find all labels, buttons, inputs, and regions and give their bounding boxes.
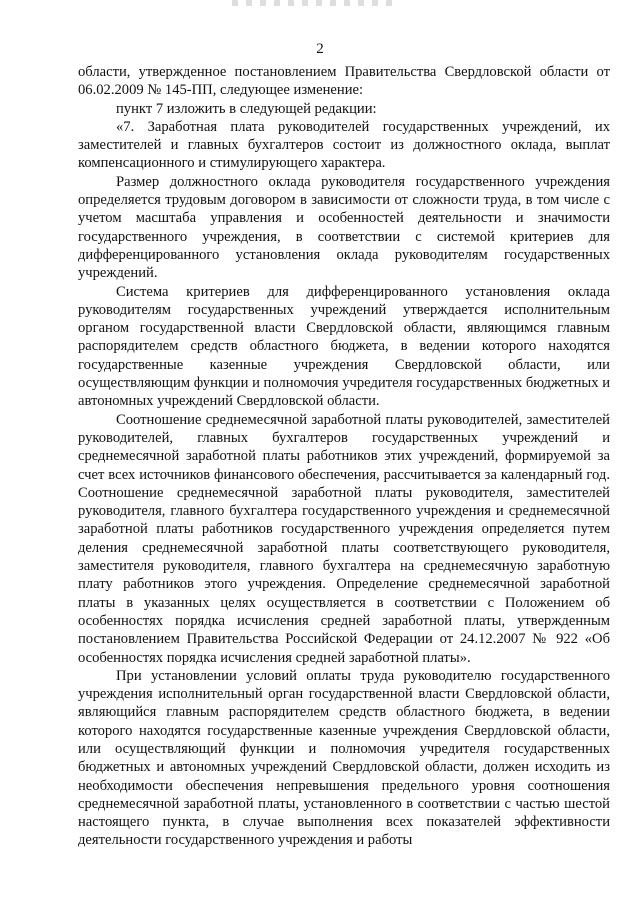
paragraph-salary-size: Размер должностного оклада руководителя государственного учреждения определяется трудовым договором в зависимости от сложности труда, в том числе с учетом масштаба управления и особенностей деятельности и значимости государственного учреждения, в соответствии с системой критериев для дифференцированного установления оклада руководителям государственных учреждений.	[78, 173, 610, 282]
scan-artifact	[232, 0, 392, 6]
paragraph-criteria-system: Система критериев для дифференцированного установления оклада руководителям государственных учреждений утверждается исполнительным органом государственной власти Свердловской области, являющимся главным распорядителем средств областного бюджета, в ведении которого находятся государственные казенные учреждения Свердловской области, или осуществляющим функции и полномочия учредителя государственных бюджетных и автономных учреждений Свердловской области.	[78, 283, 610, 410]
document-body	[78, 63, 610, 850]
paragraph-item-7: «7. Заработная плата руководителей государственных учреждений, их заместителей и главных бухгалтеров состоит из должностного оклада, выплат компенсационного и стимулирующего характера.	[78, 118, 610, 172]
paragraph-intro: области, утвержденное постановлением Правительства Свердловской области от 06.02.2009 № 145-ПП, следующее изменение:	[78, 64, 610, 99]
paragraph-pay-conditions: При установлении условий оплаты труда руководителю государственного учреждения исполнительный орган государственной власти Свердловской области, являющийся главным распорядителем средств областного бюджета, в ведении которого находятся государственные казенные учреждения Свердловской области, или осуществляющий функции и полномочия учредителя государственных бюджетных и автономных учреждений Свердловской области, должен исходить из необходимости обеспечения непревышения предельного уровня соотношения среднемесячной заработной платы, установленного в соответствии с частью шестой настоящего пункта, в случае выполнения всех показателей эффективности деятельности государственного учреждения и работы	[78, 667, 610, 849]
paragraph-salary-ratio: Соотношение среднемесячной заработной платы руководителей, заместителей руководителей, главных бухгалтеров государственных учреждений и среднемесячной заработной платы работников этих учреждений, формируемой за счет всех источников финансового обеспечения, рассчитывается за календарный год. Соотношение среднемесячной заработной платы руководителя, заместителей руководителя, главного бухгалтера государственного учреждения и среднемесячной заработной платы работников государственного учреждения определяется путем деления среднемесячной заработной платы соответствующего руководителя, заместителя руководителя, главного бухгалтера на среднемесячную заработную плату работников этого учреждения. Определение среднемесячной заработной платы в указанных целях осуществляется в соответствии с Положением об особенностях порядка исчисления средней заработной платы, утвержденным постановлением Правительства Российской Федерации от 24.12.2007 № 922 «Об особенностях порядка исчисления средней заработной платы».	[78, 411, 610, 666]
page-number: 2	[316, 41, 324, 57]
paragraph-amendment-instruction: пункт 7 изложить в следующей редакции:	[116, 100, 377, 117]
